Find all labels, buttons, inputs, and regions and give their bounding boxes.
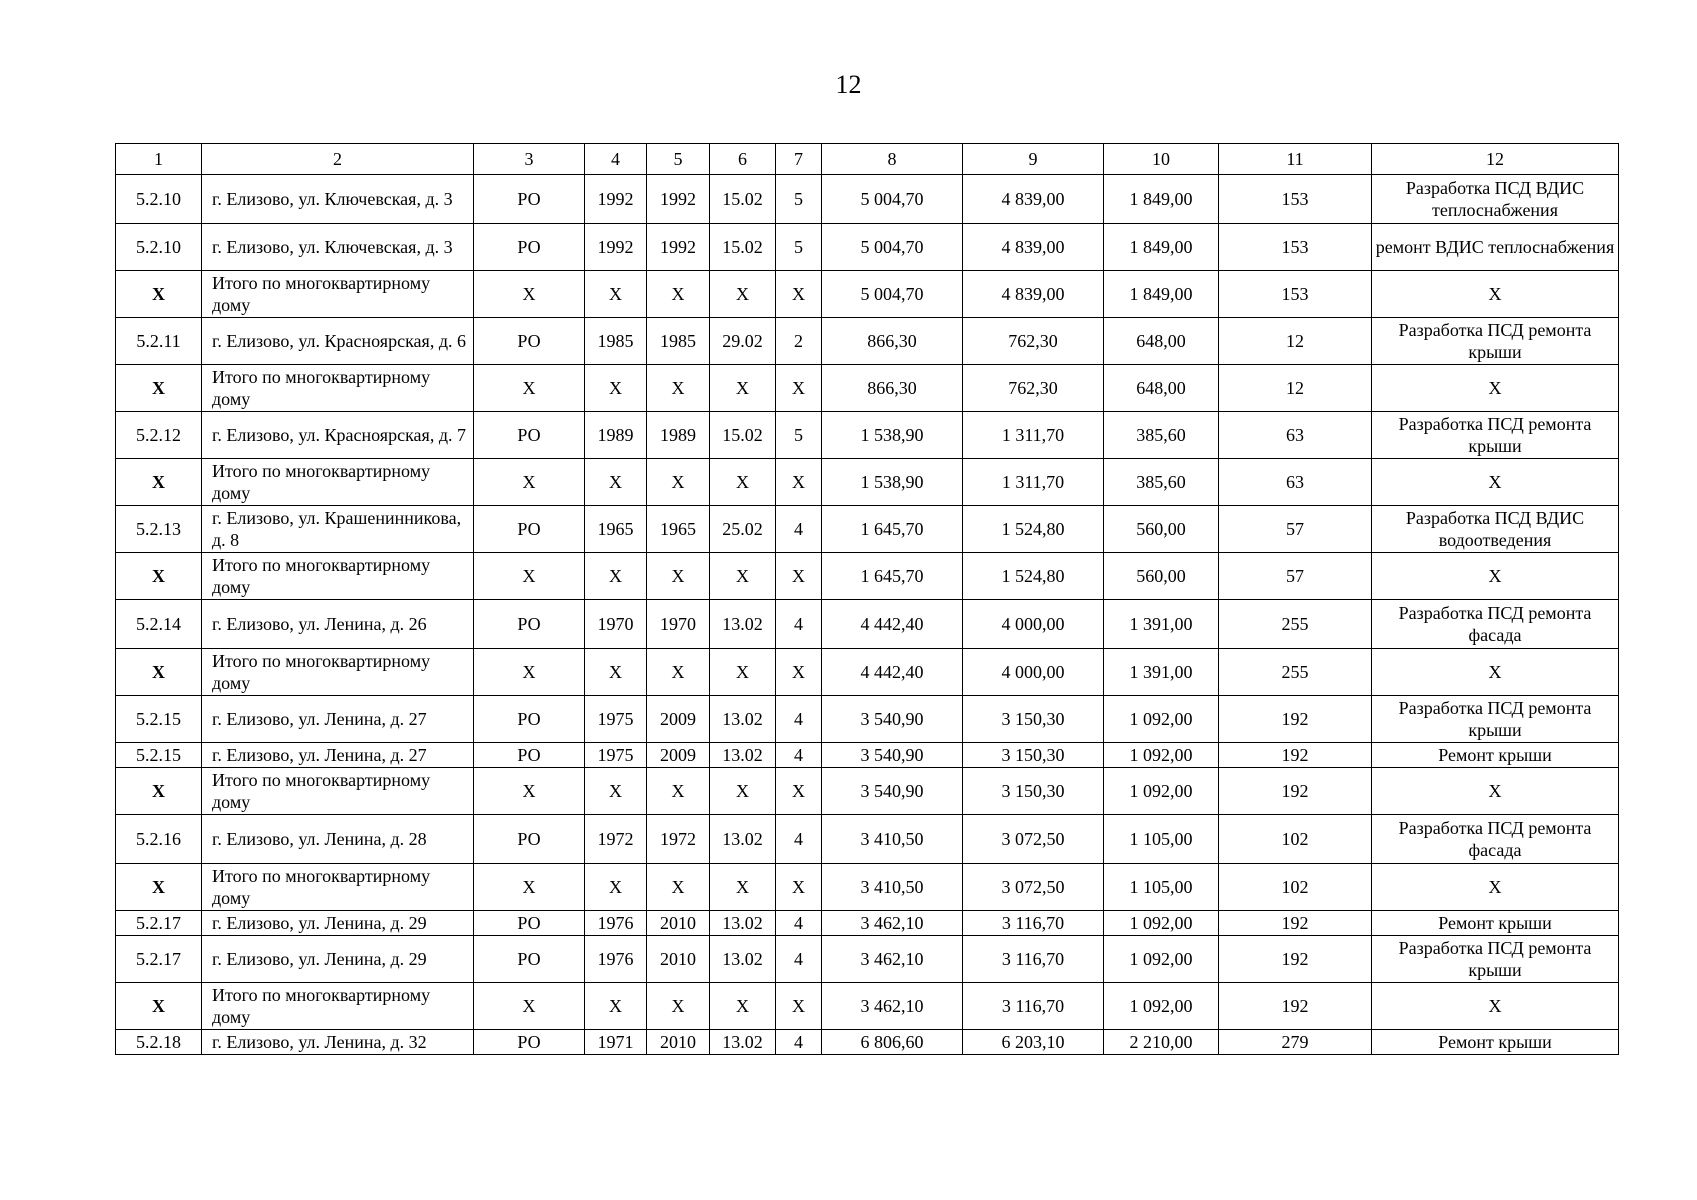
year-commissioned-cell: 2010 — [647, 1030, 710, 1055]
total-area-cell: 4 442,40 — [822, 649, 963, 696]
wall-code-cell: 13.02 — [710, 743, 776, 768]
residents-cell: 12 — [1219, 365, 1372, 412]
floors-cell: X — [776, 553, 822, 600]
row-number-cell: 5.2.15 — [116, 696, 202, 743]
work-type-cell: Ремонт крыши — [1372, 743, 1619, 768]
nonliving-area-cell: 1 849,00 — [1104, 224, 1219, 271]
floors-cell: X — [776, 768, 822, 815]
residents-cell: 192 — [1219, 983, 1372, 1030]
wall-code-cell: X — [710, 271, 776, 318]
nonliving-area-cell: 385,60 — [1104, 412, 1219, 459]
nonliving-area-cell: 2 210,00 — [1104, 1030, 1219, 1055]
owner-type-cell: РО — [474, 696, 585, 743]
header-cell: 10 — [1104, 144, 1219, 175]
residents-cell: 102 — [1219, 864, 1372, 911]
year-built-cell: 1965 — [585, 506, 647, 553]
living-area-cell: 3 150,30 — [963, 696, 1104, 743]
owner-type-cell: X — [474, 983, 585, 1030]
work-type-cell: X — [1372, 553, 1619, 600]
residents-cell: 12 — [1219, 318, 1372, 365]
header-cell: 12 — [1372, 144, 1619, 175]
year-commissioned-cell: X — [647, 649, 710, 696]
year-built-cell: X — [585, 649, 647, 696]
total-area-cell: 3 410,50 — [822, 815, 963, 864]
residents-cell: 153 — [1219, 271, 1372, 318]
year-built-cell: 1985 — [585, 318, 647, 365]
owner-type-cell: X — [474, 768, 585, 815]
year-built-cell: 1976 — [585, 911, 647, 936]
address-cell: г. Елизово, ул. Ключевская, д. 3 — [202, 175, 474, 224]
housing-register-table — [115, 143, 1619, 1055]
nonliving-area-cell: 1 092,00 — [1104, 696, 1219, 743]
floors-cell: 4 — [776, 936, 822, 983]
header-cell: 2 — [202, 144, 474, 175]
total-row — [116, 365, 1619, 412]
year-commissioned-cell: 1965 — [647, 506, 710, 553]
floors-cell: X — [776, 365, 822, 412]
year-commissioned-cell: 2009 — [647, 696, 710, 743]
nonliving-area-cell: 1 092,00 — [1104, 936, 1219, 983]
row-number-cell: 5.2.18 — [116, 1030, 202, 1055]
wall-code-cell: 25.02 — [710, 506, 776, 553]
total-area-cell: 4 442,40 — [822, 600, 963, 649]
living-area-cell: 4 839,00 — [963, 271, 1104, 318]
work-type-cell: Разработка ПСД ВДИС теплоснабжения — [1372, 175, 1619, 224]
floors-cell: 4 — [776, 815, 822, 864]
residents-cell: 192 — [1219, 768, 1372, 815]
nonliving-area-cell: 1 092,00 — [1104, 768, 1219, 815]
nonliving-area-cell: 1 391,00 — [1104, 600, 1219, 649]
year-built-cell: X — [585, 768, 647, 815]
address-cell: г. Елизово, ул. Ленина, д. 27 — [202, 696, 474, 743]
floors-cell: 5 — [776, 175, 822, 224]
row-number-cell: 5.2.17 — [116, 911, 202, 936]
total-row — [116, 459, 1619, 506]
year-commissioned-cell: 1985 — [647, 318, 710, 365]
nonliving-area-cell: 1 105,00 — [1104, 864, 1219, 911]
total-row — [116, 649, 1619, 696]
residents-cell: 192 — [1219, 743, 1372, 768]
total-area-cell: 1 538,90 — [822, 412, 963, 459]
row-number-cell: 5.2.10 — [116, 224, 202, 271]
work-type-cell: X — [1372, 864, 1619, 911]
wall-code-cell: X — [710, 365, 776, 412]
table-row — [116, 600, 1619, 649]
wall-code-cell: 13.02 — [710, 600, 776, 649]
address-cell: г. Елизово, ул. Ключевская, д. 3 — [202, 224, 474, 271]
year-built-cell: 1992 — [585, 175, 647, 224]
year-commissioned-cell: X — [647, 365, 710, 412]
owner-type-cell: РО — [474, 743, 585, 768]
floors-cell: X — [776, 983, 822, 1030]
total-area-cell: 3 540,90 — [822, 696, 963, 743]
nonliving-area-cell: 1 092,00 — [1104, 743, 1219, 768]
year-built-cell: X — [585, 459, 647, 506]
work-type-cell: Разработка ПСД ремонта фасада — [1372, 600, 1619, 649]
living-area-cell: 1 311,70 — [963, 459, 1104, 506]
year-commissioned-cell: 1989 — [647, 412, 710, 459]
wall-code-cell: 15.02 — [710, 175, 776, 224]
owner-type-cell: РО — [474, 506, 585, 553]
wall-code-cell: X — [710, 459, 776, 506]
wall-code-cell: X — [710, 864, 776, 911]
year-built-cell: 1971 — [585, 1030, 647, 1055]
total-area-cell: 5 004,70 — [822, 175, 963, 224]
row-number-cell: X — [116, 553, 202, 600]
total-row — [116, 553, 1619, 600]
row-number-cell: X — [116, 864, 202, 911]
row-number-cell: 5.2.14 — [116, 600, 202, 649]
work-type-cell: Разработка ПСД ВДИС водоотведения — [1372, 506, 1619, 553]
year-built-cell: 1972 — [585, 815, 647, 864]
header-cell: 6 — [710, 144, 776, 175]
residents-cell: 192 — [1219, 936, 1372, 983]
year-commissioned-cell: X — [647, 768, 710, 815]
row-number-cell: 5.2.11 — [116, 318, 202, 365]
living-area-cell: 3 072,50 — [963, 864, 1104, 911]
total-area-cell: 3 410,50 — [822, 864, 963, 911]
year-commissioned-cell: 2009 — [647, 743, 710, 768]
address-cell: г. Елизово, ул. Красноярская, д. 7 — [202, 412, 474, 459]
work-type-cell: ремонт ВДИС теплоснабжения — [1372, 224, 1619, 271]
total-row — [116, 864, 1619, 911]
owner-type-cell: X — [474, 459, 585, 506]
residents-cell: 63 — [1219, 412, 1372, 459]
living-area-cell: 762,30 — [963, 365, 1104, 412]
residents-cell: 255 — [1219, 600, 1372, 649]
table-row — [116, 412, 1619, 459]
living-area-cell: 6 203,10 — [963, 1030, 1104, 1055]
address-cell: г. Елизово, ул. Ленина, д. 26 — [202, 600, 474, 649]
address-cell: Итого по многоквартирному дому — [202, 768, 474, 815]
living-area-cell: 1 311,70 — [963, 412, 1104, 459]
table-row — [116, 696, 1619, 743]
wall-code-cell: X — [710, 768, 776, 815]
owner-type-cell: X — [474, 553, 585, 600]
owner-type-cell: РО — [474, 318, 585, 365]
year-built-cell: 1976 — [585, 936, 647, 983]
address-cell: г. Елизово, ул. Ленина, д. 29 — [202, 911, 474, 936]
floors-cell: 4 — [776, 743, 822, 768]
residents-cell: 192 — [1219, 696, 1372, 743]
work-type-cell: Разработка ПСД ремонта крыши — [1372, 936, 1619, 983]
row-number-cell: X — [116, 365, 202, 412]
row-number-cell: 5.2.15 — [116, 743, 202, 768]
year-built-cell: X — [585, 271, 647, 318]
work-type-cell: X — [1372, 365, 1619, 412]
row-number-cell: X — [116, 649, 202, 696]
owner-type-cell: X — [474, 271, 585, 318]
owner-type-cell: РО — [474, 224, 585, 271]
year-built-cell: 1975 — [585, 696, 647, 743]
header-cell: 1 — [116, 144, 202, 175]
nonliving-area-cell: 648,00 — [1104, 318, 1219, 365]
address-cell: г. Елизово, ул. Ленина, д. 32 — [202, 1030, 474, 1055]
year-built-cell: 1970 — [585, 600, 647, 649]
wall-code-cell: 15.02 — [710, 224, 776, 271]
owner-type-cell: РО — [474, 600, 585, 649]
total-area-cell: 3 540,90 — [822, 768, 963, 815]
nonliving-area-cell: 648,00 — [1104, 365, 1219, 412]
floors-cell: 2 — [776, 318, 822, 365]
total-area-cell: 3 462,10 — [822, 911, 963, 936]
residents-cell: 153 — [1219, 224, 1372, 271]
year-built-cell: X — [585, 365, 647, 412]
work-type-cell: Ремонт крыши — [1372, 911, 1619, 936]
address-cell: Итого по многоквартирному дому — [202, 459, 474, 506]
address-cell: г. Елизово, ул. Крашенинникова, д. 8 — [202, 506, 474, 553]
living-area-cell: 4 839,00 — [963, 224, 1104, 271]
header-cell: 11 — [1219, 144, 1372, 175]
year-built-cell: X — [585, 864, 647, 911]
living-area-cell: 3 116,70 — [963, 983, 1104, 1030]
owner-type-cell: РО — [474, 175, 585, 224]
work-type-cell: X — [1372, 459, 1619, 506]
year-built-cell: 1975 — [585, 743, 647, 768]
wall-code-cell: 13.02 — [710, 815, 776, 864]
floors-cell: X — [776, 459, 822, 506]
table-row — [116, 224, 1619, 271]
page-number: 12 — [835, 70, 862, 99]
wall-code-cell: 13.02 — [710, 1030, 776, 1055]
floors-cell: 4 — [776, 911, 822, 936]
table-body — [116, 144, 1619, 1055]
living-area-cell: 4 839,00 — [963, 175, 1104, 224]
address-cell: Итого по многоквартирному дому — [202, 649, 474, 696]
total-area-cell: 3 462,10 — [822, 936, 963, 983]
residents-cell: 279 — [1219, 1030, 1372, 1055]
work-type-cell: Ремонт крыши — [1372, 1030, 1619, 1055]
nonliving-area-cell: 1 092,00 — [1104, 983, 1219, 1030]
row-number-cell: 5.2.10 — [116, 175, 202, 224]
year-built-cell: 1992 — [585, 224, 647, 271]
wall-code-cell: 13.02 — [710, 696, 776, 743]
table-row — [116, 175, 1619, 224]
table-row — [116, 911, 1619, 936]
header-cell: 7 — [776, 144, 822, 175]
total-area-cell: 1 645,70 — [822, 553, 963, 600]
nonliving-area-cell: 560,00 — [1104, 553, 1219, 600]
residents-cell: 102 — [1219, 815, 1372, 864]
work-type-cell: X — [1372, 271, 1619, 318]
year-built-cell: X — [585, 553, 647, 600]
table-row — [116, 936, 1619, 983]
table-row — [116, 1030, 1619, 1055]
row-number-cell: X — [116, 768, 202, 815]
owner-type-cell: РО — [474, 936, 585, 983]
floors-cell: X — [776, 864, 822, 911]
owner-type-cell: X — [474, 365, 585, 412]
work-type-cell: Разработка ПСД ремонта фасада — [1372, 815, 1619, 864]
year-commissioned-cell: X — [647, 271, 710, 318]
work-type-cell: X — [1372, 983, 1619, 1030]
total-area-cell: 3 462,10 — [822, 983, 963, 1030]
residents-cell: 57 — [1219, 506, 1372, 553]
year-commissioned-cell: 2010 — [647, 911, 710, 936]
year-commissioned-cell: 2010 — [647, 936, 710, 983]
living-area-cell: 1 524,80 — [963, 553, 1104, 600]
address-cell: Итого по многоквартирному дому — [202, 365, 474, 412]
address-cell: г. Елизово, ул. Красноярская, д. 6 — [202, 318, 474, 365]
address-cell: г. Елизово, ул. Ленина, д. 28 — [202, 815, 474, 864]
total-row — [116, 768, 1619, 815]
total-area-cell: 1 645,70 — [822, 506, 963, 553]
owner-type-cell: X — [474, 649, 585, 696]
header-cell: 5 — [647, 144, 710, 175]
wall-code-cell: 15.02 — [710, 412, 776, 459]
nonliving-area-cell: 385,60 — [1104, 459, 1219, 506]
floors-cell: 4 — [776, 1030, 822, 1055]
total-row — [116, 983, 1619, 1030]
row-number-cell: 5.2.16 — [116, 815, 202, 864]
row-number-cell: 5.2.12 — [116, 412, 202, 459]
year-commissioned-cell: 1992 — [647, 224, 710, 271]
owner-type-cell: X — [474, 864, 585, 911]
floors-cell: 5 — [776, 224, 822, 271]
nonliving-area-cell: 1 391,00 — [1104, 649, 1219, 696]
year-commissioned-cell: X — [647, 864, 710, 911]
total-area-cell: 1 538,90 — [822, 459, 963, 506]
work-type-cell: Разработка ПСД ремонта крыши — [1372, 412, 1619, 459]
year-commissioned-cell: X — [647, 983, 710, 1030]
residents-cell: 192 — [1219, 911, 1372, 936]
address-cell: г. Елизово, ул. Ленина, д. 27 — [202, 743, 474, 768]
total-area-cell: 5 004,70 — [822, 224, 963, 271]
living-area-cell: 3 116,70 — [963, 936, 1104, 983]
table-row — [116, 815, 1619, 864]
header-cell: 8 — [822, 144, 963, 175]
year-built-cell: 1989 — [585, 412, 647, 459]
nonliving-area-cell: 560,00 — [1104, 506, 1219, 553]
wall-code-cell: X — [710, 553, 776, 600]
wall-code-cell: 13.02 — [710, 911, 776, 936]
table-row — [116, 743, 1619, 768]
total-area-cell: 3 540,90 — [822, 743, 963, 768]
residents-cell: 255 — [1219, 649, 1372, 696]
residents-cell: 63 — [1219, 459, 1372, 506]
header-row — [116, 144, 1619, 175]
row-number-cell: 5.2.17 — [116, 936, 202, 983]
year-built-cell: X — [585, 983, 647, 1030]
nonliving-area-cell: 1 849,00 — [1104, 271, 1219, 318]
address-cell: Итого по многоквартирному дому — [202, 983, 474, 1030]
year-commissioned-cell: 1972 — [647, 815, 710, 864]
owner-type-cell: РО — [474, 412, 585, 459]
address-cell: Итого по многоквартирному дому — [202, 864, 474, 911]
living-area-cell: 3 150,30 — [963, 768, 1104, 815]
owner-type-cell: РО — [474, 911, 585, 936]
living-area-cell: 4 000,00 — [963, 600, 1104, 649]
total-area-cell: 866,30 — [822, 365, 963, 412]
row-number-cell: 5.2.13 — [116, 506, 202, 553]
wall-code-cell: 13.02 — [710, 936, 776, 983]
year-commissioned-cell: 1992 — [647, 175, 710, 224]
floors-cell: 4 — [776, 696, 822, 743]
total-area-cell: 5 004,70 — [822, 271, 963, 318]
floors-cell: X — [776, 271, 822, 318]
header-cell: 3 — [474, 144, 585, 175]
nonliving-area-cell: 1 849,00 — [1104, 175, 1219, 224]
owner-type-cell: РО — [474, 1030, 585, 1055]
total-area-cell: 6 806,60 — [822, 1030, 963, 1055]
total-area-cell: 866,30 — [822, 318, 963, 365]
work-type-cell: X — [1372, 768, 1619, 815]
work-type-cell: Разработка ПСД ремонта крыши — [1372, 696, 1619, 743]
year-commissioned-cell: X — [647, 459, 710, 506]
address-cell: г. Елизово, ул. Ленина, д. 29 — [202, 936, 474, 983]
table-row — [116, 318, 1619, 365]
total-row — [116, 271, 1619, 318]
living-area-cell: 3 072,50 — [963, 815, 1104, 864]
header-cell: 4 — [585, 144, 647, 175]
row-number-cell: X — [116, 983, 202, 1030]
floors-cell: 5 — [776, 412, 822, 459]
year-commissioned-cell: X — [647, 553, 710, 600]
living-area-cell: 4 000,00 — [963, 649, 1104, 696]
living-area-cell: 3 116,70 — [963, 911, 1104, 936]
nonliving-area-cell: 1 105,00 — [1104, 815, 1219, 864]
row-number-cell: X — [116, 459, 202, 506]
living-area-cell: 762,30 — [963, 318, 1104, 365]
floors-cell: 4 — [776, 506, 822, 553]
wall-code-cell: X — [710, 983, 776, 1030]
nonliving-area-cell: 1 092,00 — [1104, 911, 1219, 936]
floors-cell: 4 — [776, 600, 822, 649]
header-cell: 9 — [963, 144, 1104, 175]
year-commissioned-cell: 1970 — [647, 600, 710, 649]
wall-code-cell: 29.02 — [710, 318, 776, 365]
address-cell: Итого по многоквартирному дому — [202, 271, 474, 318]
table-row — [116, 506, 1619, 553]
owner-type-cell: РО — [474, 815, 585, 864]
residents-cell: 153 — [1219, 175, 1372, 224]
living-area-cell: 3 150,30 — [963, 743, 1104, 768]
work-type-cell: X — [1372, 649, 1619, 696]
work-type-cell: Разработка ПСД ремонта крыши — [1372, 318, 1619, 365]
row-number-cell: X — [116, 271, 202, 318]
living-area-cell: 1 524,80 — [963, 506, 1104, 553]
floors-cell: X — [776, 649, 822, 696]
residents-cell: 57 — [1219, 553, 1372, 600]
address-cell: Итого по многоквартирному дому — [202, 553, 474, 600]
wall-code-cell: X — [710, 649, 776, 696]
